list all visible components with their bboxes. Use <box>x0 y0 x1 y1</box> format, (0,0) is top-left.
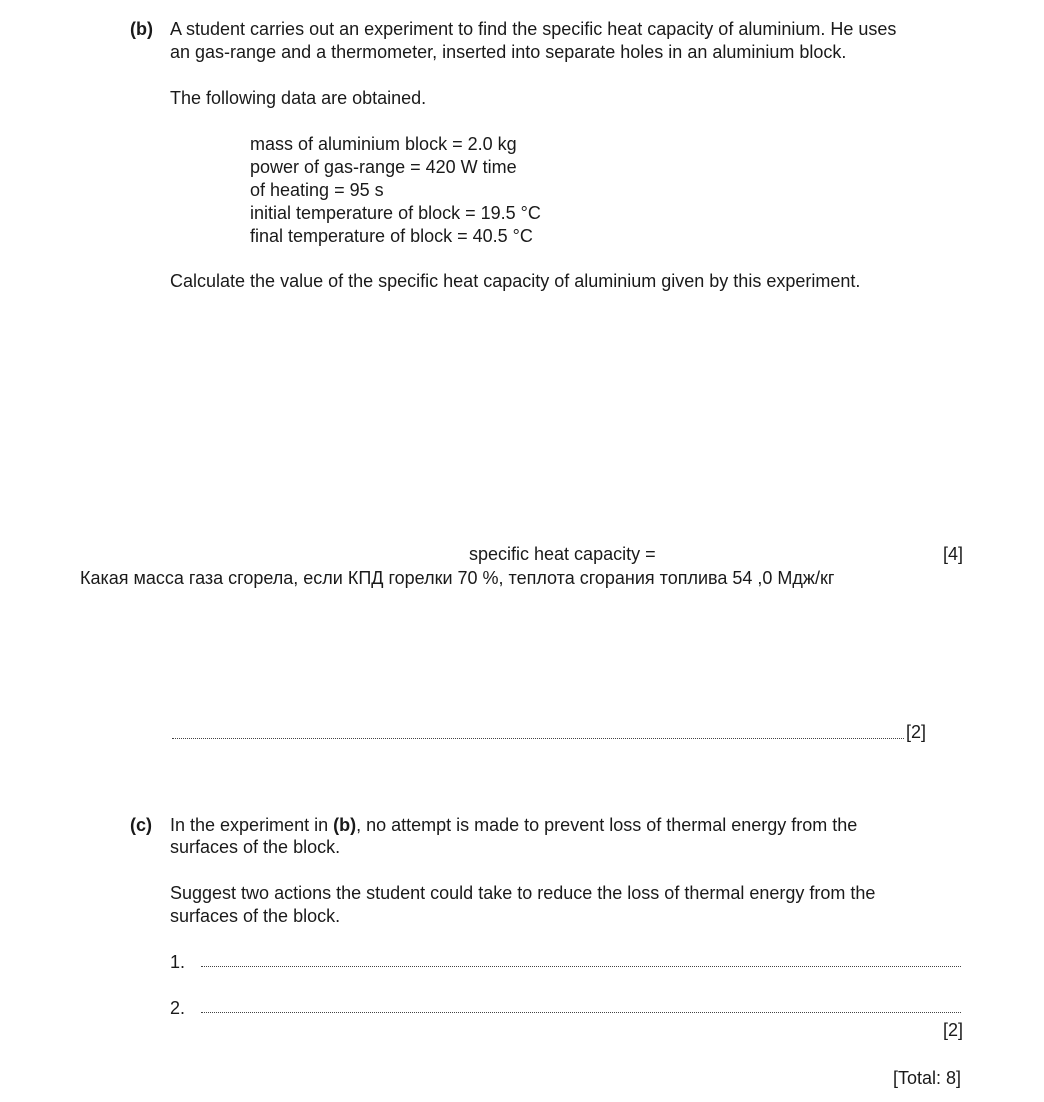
part-b-intro-line1: A student carries out an experiment to find the specific heat capacity of aluminium. He uses <box>170 19 897 39</box>
part-c-text-line2: surfaces of the block. <box>170 837 341 857</box>
data-intro: The following data are obtained. <box>170 88 427 108</box>
data-line-time: of heating = 95 s <box>250 180 384 200</box>
part-c-text-post: , no attempt is made to prevent loss of thermal energy from the <box>356 815 858 835</box>
task-text: Calculate the value of the specific heat capacity of aluminium given by this experiment. <box>170 271 861 291</box>
part-c-text-line1 <box>170 814 857 836</box>
part-b-marks: [4] <box>943 544 964 564</box>
answer-2-line[interactable] <box>201 1012 961 1013</box>
answer-1-line[interactable] <box>201 966 961 967</box>
part-c-text-ref: (b) <box>333 815 357 835</box>
answer-line[interactable] <box>172 738 904 739</box>
answer-2-label: 2. <box>170 998 186 1018</box>
total-marks: [Total: 8] <box>893 1068 962 1088</box>
data-line-mass: mass of aluminium block = 2.0 kg <box>250 134 517 154</box>
data-line-initial-temp: initial temperature of block = 19.5 °C <box>250 203 541 223</box>
answer-1-label: 1. <box>170 952 186 972</box>
part-c-marks: [2] <box>943 1020 964 1040</box>
part-c-label: (c) <box>130 815 152 835</box>
part-c-text-pre: In the experiment in <box>170 815 334 835</box>
part-b-label: (b) <box>130 19 153 39</box>
data-line-power: power of gas-range = 420 W time <box>250 157 517 177</box>
extra-question: Какая масса газа сгорела, если КПД горелки 70 %, теплота сгорания топлива 54 ,0 Мдж/кг <box>80 568 835 588</box>
part-b-intro-line2: an gas-range and a thermometer, inserted into separate holes in an aluminium block. <box>170 42 847 62</box>
answer-label: specific heat capacity = <box>469 544 656 564</box>
part-c-task-line2: surfaces of the block. <box>170 906 341 926</box>
data-line-final-temp: final temperature of block = 40.5 °C <box>250 226 533 246</box>
part-c-task-line1: Suggest two actions the student could take to reduce the loss of thermal energy from the <box>170 883 876 903</box>
extra-marks: [2] <box>906 722 927 742</box>
